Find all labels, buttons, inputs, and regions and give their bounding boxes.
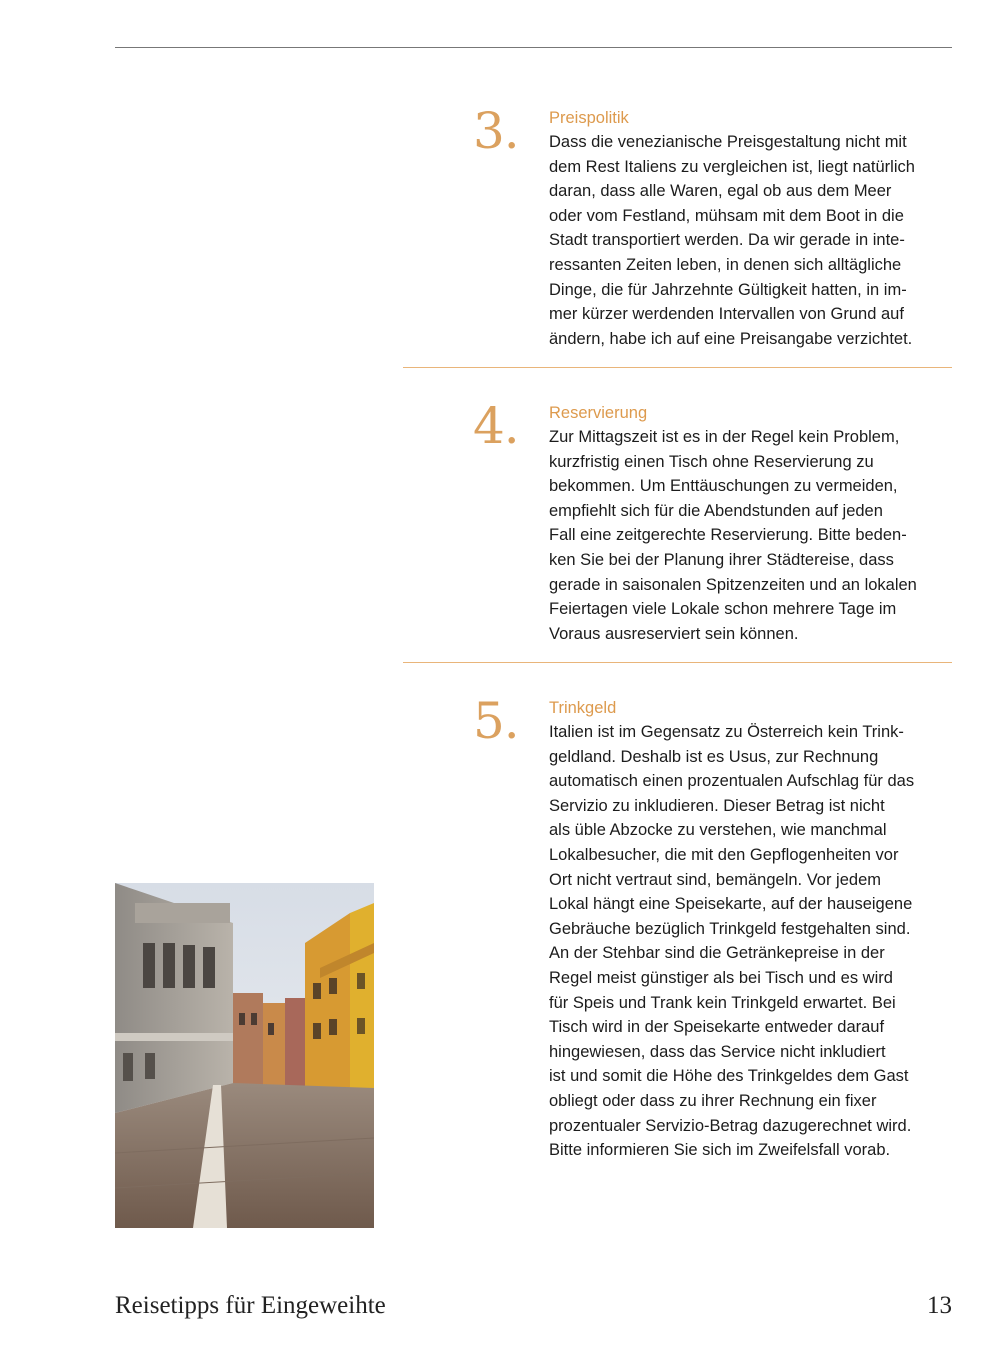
text-line: ist und somit die Höhe des Trinkgeldes dem Gast [549, 1067, 909, 1086]
text-line: mer kürzer werdenden Intervallen von Grund auf [549, 305, 904, 324]
top-rule [115, 47, 952, 48]
tip-text [549, 720, 953, 1163]
tip-body [549, 106, 953, 351]
text-line: gerade in saisonalen Spitzenzeiten und an lokalen [549, 575, 917, 594]
text-line: Italien ist im Gegensatz zu Österreich kein Trink- [549, 723, 904, 741]
text-line: Voraus ausreserviert sein können. [549, 624, 799, 643]
text-line: Dass die venezianische Preisgestaltung nicht mit [549, 133, 907, 151]
text-line: Lokalbesucher, die mit den Gepflogenheiten vor [549, 845, 899, 864]
page-number: 13 [927, 1292, 952, 1319]
text-line: obliegt oder dass zu ihrer Rechnung ein fixer [549, 1091, 877, 1110]
tip-number: 3. [473, 102, 519, 160]
text-line: ken Sie bei der Planung ihrer Städtereise, dass [549, 550, 894, 569]
text-line: Dinge, die für Jahrzehnte Gültigkeit hatten, in im- [549, 280, 907, 299]
text-line: Feiertagen viele Lokale schon mehrere Tage im [549, 600, 897, 619]
text-line: oder vom Festland, mühsam mit dem Boot in die [549, 206, 904, 225]
text-line: Zur Mittagszeit ist es in der Regel kein Problem, [549, 428, 900, 446]
tip-heading: Trinkgeld [549, 699, 617, 717]
tip-body [549, 696, 953, 1163]
text-line: Ort nicht vertraut sind, bemängeln. Vor jedem [549, 870, 881, 889]
text-line: Servizio zu inkludieren. Dieser Betrag ist nicht [549, 796, 885, 815]
tip-number: 5. [473, 692, 519, 750]
text-line: automatisch einen prozentualen Aufschlag für das [549, 772, 915, 791]
text-line: Tisch wird in der Speisekarte entweder darauf [549, 1018, 885, 1037]
text-line: ändern, habe ich auf eine Preisangabe verzichtet. [549, 329, 913, 348]
text-line: hingewiesen, dass das Service nicht inkludiert [549, 1042, 886, 1061]
tip-body [549, 401, 953, 646]
text-line: empfiehlt sich für die Abendstunden auf jeden [549, 501, 883, 520]
text-line: daran, dass alle Waren, egal ob aus dem Meer [549, 182, 892, 201]
tip-text [549, 425, 953, 646]
tip-number: 4. [473, 397, 519, 455]
venice-square-photo [115, 883, 374, 1228]
text-line: Fall eine zeitgerechte Reservierung. Bitte beden- [549, 526, 907, 545]
text-line: prozentualer Servizio-Betrag dazugerechnet wird. [549, 1116, 912, 1135]
tip-heading: Preispolitik [549, 109, 629, 127]
text-line: Lokal hängt eine Speisekarte, auf der hauseigene [549, 895, 913, 914]
text-line: Bitte informieren Sie sich im Zweifelsfall vorab. [549, 1141, 891, 1160]
footer-book-title: Reisetipps für Eingeweihte [115, 1292, 386, 1319]
text-line: ressanten Zeiten leben, in denen sich alltägliche [549, 255, 902, 274]
text-line: als üble Abzocke zu verstehen, wie manchmal [549, 821, 887, 840]
text-line: Gebräuche bezüglich Trinkgeld festgehalten sind. [549, 919, 911, 938]
text-line: bekommen. Um Enttäuschungen zu vermeiden, [549, 477, 898, 496]
text-line: An der Stehbar sind die Getränkepreise in der [549, 944, 885, 963]
text-line: Stadt transportiert werden. Da wir gerade in inte- [549, 231, 905, 250]
text-line: kurzfristig einen Tisch ohne Reservierung zu [549, 452, 874, 471]
text-line: Regel meist günstiger als bei Tisch und es wird [549, 968, 893, 987]
text-line: geldland. Deshalb ist es Usus, zur Rechnung [549, 747, 879, 766]
tip-heading: Reservierung [549, 404, 648, 422]
text-line: für Speis und Trank kein Trinkgeld erwartet. Bei [549, 993, 896, 1012]
tip-text [549, 130, 953, 351]
text-line: dem Rest Italiens zu vergleichen ist, liegt natürlich [549, 157, 915, 176]
section-divider [403, 367, 952, 368]
section-divider [403, 662, 952, 663]
